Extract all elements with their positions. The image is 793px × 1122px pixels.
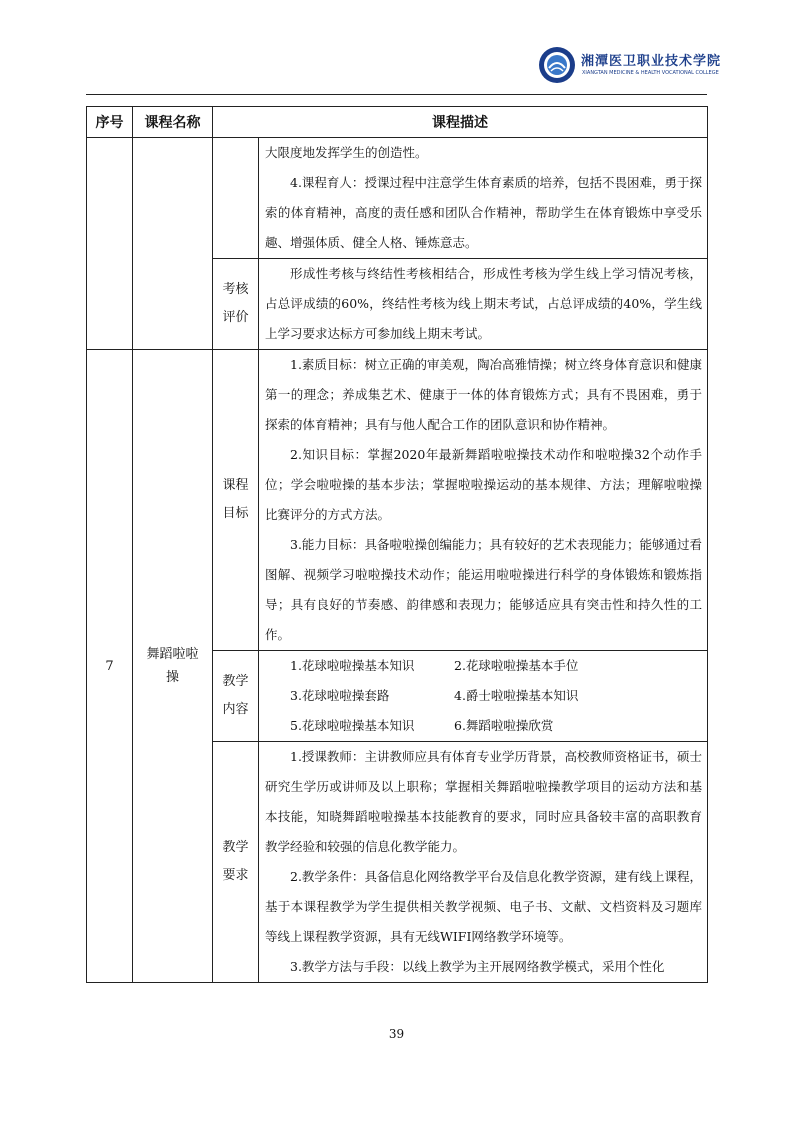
college-logo	[538, 46, 722, 88]
req-methods: 3.教学方法与手段：以线上教学为主开展网络教学模式，采用个性化	[290, 959, 665, 974]
course-number: 7	[87, 350, 133, 983]
list-item: 3.花球啦啦操套路	[290, 688, 390, 703]
list-item: 2.花球啦啦操基本手位	[454, 658, 579, 673]
goals-desc	[259, 350, 708, 651]
logo-chinese-name: 湘潭医卫职业技术学院	[581, 54, 722, 69]
req-conditions: 2.教学条件：具备信息化网络教学平台及信息化教学资源，建有线上课程，基于本课程教学为学生提供相关教学视频、电子书、文献、文档资料及习题库等线上课程教学资源，具有无线WIFI网络教学环境等。	[265, 869, 702, 944]
course-name: 舞蹈啦啦操	[133, 350, 213, 983]
header-num: 序号	[87, 107, 133, 138]
list-item: 4.爵士啦啦操基本知识	[454, 688, 579, 703]
requirements-desc	[259, 742, 708, 983]
header-course-name: 课程名称	[133, 107, 213, 138]
content-desc	[259, 651, 708, 742]
table-header-row	[87, 107, 708, 138]
goal-knowledge: 2.知识目标：掌握2020年最新舞蹈啦啦操技术动作和啦啦操32个动作手位；学会啦啦操的基本步法；掌握啦啦操运动的基本规律、方法；理解啦啦操比赛评分的方式方法。	[265, 447, 702, 522]
page-number: 39	[388, 1027, 405, 1041]
header-rule	[86, 94, 707, 95]
table-row	[87, 350, 708, 651]
goals-label: 课程 目标	[213, 350, 259, 651]
continued-name-cell	[133, 138, 213, 350]
content-label: 教学 内容	[213, 651, 259, 742]
content-list	[265, 651, 702, 741]
college-seal-icon	[538, 46, 576, 84]
continued-sub-cell	[213, 138, 259, 259]
assessment-desc: 形成性考核与终结性考核相结合，形成性考核为学生线上学习情况考核，占总评成绩的60%，终结性考核为线上期末考试，占总评成绩的40%，学生线上学习要求达标方可参加线上期末考试。	[259, 259, 708, 350]
course-table	[86, 106, 708, 983]
requirements-label: 教学 要求	[213, 742, 259, 983]
header-course-desc: 课程描述	[213, 107, 708, 138]
list-item: 6.舞蹈啦啦操欣赏	[454, 718, 554, 733]
req-teacher: 1.授课教师：主讲教师应具有体育专业学历背景，高校教师资格证书，硕士研究生学历或讲师及以上职称；掌握相关舞蹈啦啦操教学项目的运动方法和基本技能，知晓舞蹈啦啦操基本技能教育的要求，同时应具备较丰富的高职教育教学经验和较强的信息化教学能力。	[265, 749, 702, 854]
goal-quality: 1.素质目标：树立正确的审美观，陶冶高雅情操；树立终身体育意识和健康第一的理念；养成集艺术、健康于一体的体育锻炼方式；具有不畏困难，勇于探索的体育精神；具有与他人配合工作的团队意识和协作精神。	[265, 357, 702, 432]
list-item: 5.花球啦啦操基本知识	[290, 718, 415, 733]
assessment-label: 考核 评价	[213, 259, 259, 350]
goal-ability: 3.能力目标：具备啦啦操创编能力；具有较好的艺术表现能力；能够通过看图解、视频学习啦啦操技术动作；能运用啦啦操进行科学的身体锻炼和锻炼指导；具有良好的节奏感、韵律感和表现力；能够适应具有突击性和持久性的工作。	[265, 537, 702, 642]
continued-num-cell	[87, 138, 133, 350]
list-item: 1.花球啦啦操基本知识	[290, 658, 415, 673]
continued-paragraph-1: 大限度地发挥学生的创造性。	[265, 145, 428, 160]
continued-desc-cell	[259, 138, 708, 259]
table-row	[87, 138, 708, 259]
continued-paragraph-2: 4.课程育人：授课过程中注意学生体育素质的培养，包括不畏困难，勇于探索的体育精神，高度的责任感和团队合作精神，帮助学生在体育锻炼中享受乐趣、增强体质、健全人格、锤炼意志。	[265, 175, 702, 250]
logo-english-name: XIANGTAN MEDICINE & HEALTH VOCATIONAL COLLEGE	[582, 70, 719, 76]
